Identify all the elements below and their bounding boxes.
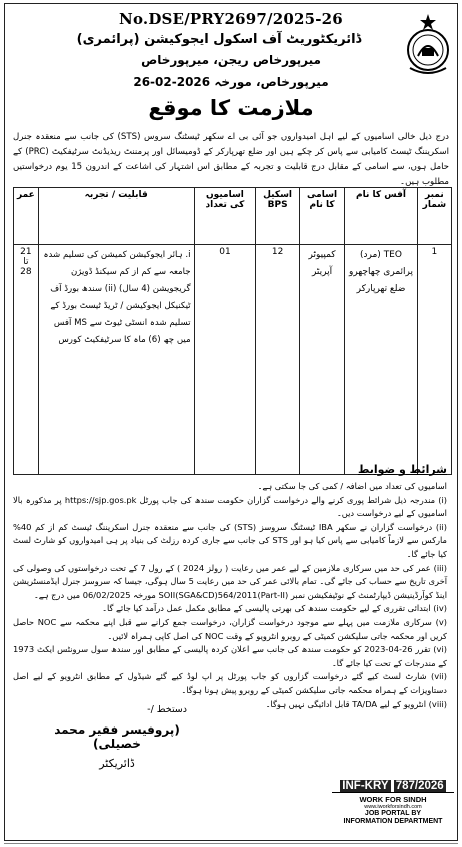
header-serial: نمبر شمار bbox=[417, 188, 451, 245]
page-bottom-rule bbox=[4, 843, 458, 844]
header-bps: اسکیل BPS bbox=[256, 188, 300, 245]
portal-url: www.iworkforsindh.com bbox=[364, 804, 422, 810]
inf-number: 787/2026 bbox=[395, 780, 444, 792]
cell-serial: 1 bbox=[417, 245, 451, 475]
term-item: (vii) شارٹ لسٹ کیے گئے درخواست گزاروں کو جاب پورٹل پر اپ لوڈ کیے گئے شیڈول کے مطابق انٹرویو کے لیے اصل دستاویزات کے ہمراہ محکمہ جاتی سلیکشن کمیٹی کے روبرو پیش ہونا ہوگا۔ bbox=[13, 671, 447, 695]
work-for-sindh-logo: WORK FOR SINDH bbox=[359, 795, 427, 804]
term-item: (i) مندرجہ ذیل شرائط پوری کرنے والے درخواست گزاران حکومت سندھ کی جاب پورٹل https://sjp.gos.pk پر مذکورہ بالا اسامیوں کے لیے درخواست دیں۔ bbox=[13, 494, 447, 519]
term-item: (iv) ابتدائی تقرری کے لیے حکومت سندھ کی بھرتی پالیسی کے مطابق مکمل عمل درآمد کیا جائے گا۔ bbox=[102, 603, 447, 614]
cell-post: کمپیوٹر آپریٹر bbox=[299, 245, 344, 475]
signature-block bbox=[47, 704, 187, 770]
terms-heading: شرائط و ضوابط bbox=[357, 463, 447, 476]
term-item: (viii) انٹرویو کے لیے TA/DA قابل ادائیگی نہیں ہوگا۔ bbox=[265, 698, 447, 709]
cell-count: 01 bbox=[194, 245, 256, 475]
cell-qualification: i. ہائر ایجوکیشن کمیشن کی تسلیم شدہ جامعہ سے کم از کم سیکنڈ ڈویژن گریجویشن (4 سال) (ii) سندھ بورڈ آف ٹیکنیکل ایجوکیشن / ٹریڈ ٹیسٹ بورڈ کے تسلیم شدہ انسٹی ٹیوٹ سے MS آفس میں چھ (6) ماہ کا سرٹیفکیٹ کورس bbox=[38, 245, 194, 475]
reference-number: No.DSE/PRY2697/2025-26 bbox=[119, 10, 343, 28]
advertisement-page bbox=[4, 3, 458, 841]
inf-prefix: INF-KRY bbox=[342, 780, 389, 792]
term-item: اسامیوں کی تعداد میں اضافہ / کمی کی جا سکتی ہے۔ bbox=[257, 481, 447, 491]
cell-bps: 12 bbox=[256, 245, 300, 475]
signatory-name: (پروفیسر فقیر محمد خصیلی) bbox=[54, 723, 180, 751]
header-office: آفس کا نام bbox=[345, 188, 417, 245]
header-age: عمر bbox=[14, 188, 39, 245]
intro-paragraph: درج ذیل خالی اسامیوں کے لیے اہل امیدواروں جو آئی بی اے سکھر ٹیسٹنگ سروس (STS) کی جانب سے منعقدہ جنرل اسکریننگ ٹیسٹ کامیابی سے پاس کر چکے ہیں اور ضلع تھرپارکر کے ڈومیسائل اور پرمننٹ ریذیڈنٹ سرٹیفکیٹ (PRC) کے حامل ہوں، سے اسامی کے مقابل درج قابلیت و تجربہ کے مطابق اس اشتہار کی اشاعت کے اندرون 15 یوم درخواستیں مطلوب ہیں۔ bbox=[13, 132, 449, 187]
term-item: (vi) تقرر 26-04-2023 کو حکومت سندھ کی جانب سے اعلان کردہ پالیسی کے مطابق اور سندھ سول سرونٹس ایکٹ 1973 کے مندرجات کے تحت کیا جائے گا۔ bbox=[13, 644, 448, 668]
term-item: (v) سرکاری ملازمت میں پہلے سے موجود درخواست گزاران، درخواست جمع کرانے سے قبل اپنے محکمہ سے NOC حاصل کریں اور محکمہ جاتی سلیکشن کمیٹی کے روبرو انٹرویو کے وقت NOC کی اصل کاپی ہمراہ لائیں۔ bbox=[13, 616, 447, 641]
terms-list bbox=[13, 480, 447, 711]
term-item: (iii) عمر کی حد میں سرکاری ملازمین کے لیے عمر میں رعایت ( رولز 2024 ) کے رول 7 کے تحت درخواستوں کی وصولی کی آخری تاریخ سے حساب کی جائے گی۔ تمام بالائی عمر کی حد میں رعایت 5 سال ہوگی، جیسا کہ سروسز جنرل ایڈمنسٹریشن اینڈ کوآرڈینیشن ڈیپارٹمنٹ کے نوٹیفکیشن نمبر SOII(SGA&CD)564/2011(Part-II) مورخہ 06/02/2025 میں درج ہے۔ bbox=[13, 562, 448, 600]
department-heading: ڈائریکٹوریٹ آف اسکول ایجوکیشن (پرائمری) bbox=[76, 32, 362, 47]
cell-age: 21 تا 28 bbox=[14, 245, 39, 475]
term-item: (ii) درخواست گزاران نے سکھر IBA ٹیسٹنگ سروسز (STS) کی جانب سے منعقدہ جنرل اسکریننگ ٹیسٹ کم از کم 40% مارکس سے لازماً کامیابی سے پاس کیا ہو اور STS کی جانب سے جاری کردہ رزلٹ کی بنیاد پر ہی امیدواروں کو شارٹ لسٹ کیا جائے گا۔ bbox=[13, 521, 447, 559]
inf-code bbox=[332, 780, 454, 793]
header-post: اسامی کا نام bbox=[299, 188, 344, 245]
ad-title: ملازمت کا موقع bbox=[148, 96, 314, 120]
inf-badge bbox=[332, 780, 454, 826]
cell-office: TEO (مرد) پرائمری چھاچھرو ضلع تھرپارکر bbox=[345, 245, 417, 475]
signatory-designation: ڈائریکٹر bbox=[99, 757, 135, 770]
place-date-line bbox=[5, 75, 457, 89]
job-portal-line-1: JOB PORTAL BY bbox=[364, 810, 422, 817]
job-portal-line-2: INFORMATION DEPARTMENT bbox=[343, 818, 443, 825]
place-date-prefix: میرپورخاص، مورخہ bbox=[214, 75, 329, 89]
header-qualification: قابلیت / تجربہ bbox=[38, 188, 194, 245]
region-heading: میرپورخاص ریجن، میرپورخاص bbox=[141, 53, 321, 67]
table-row bbox=[14, 245, 452, 475]
header-count: اسامیوں کی تعداد bbox=[194, 188, 256, 245]
vacancy-table bbox=[13, 187, 452, 475]
table-header-row bbox=[14, 188, 452, 245]
signature-label: دستخط /- bbox=[147, 704, 187, 715]
issue-date: 26-02-2026 bbox=[133, 75, 211, 89]
